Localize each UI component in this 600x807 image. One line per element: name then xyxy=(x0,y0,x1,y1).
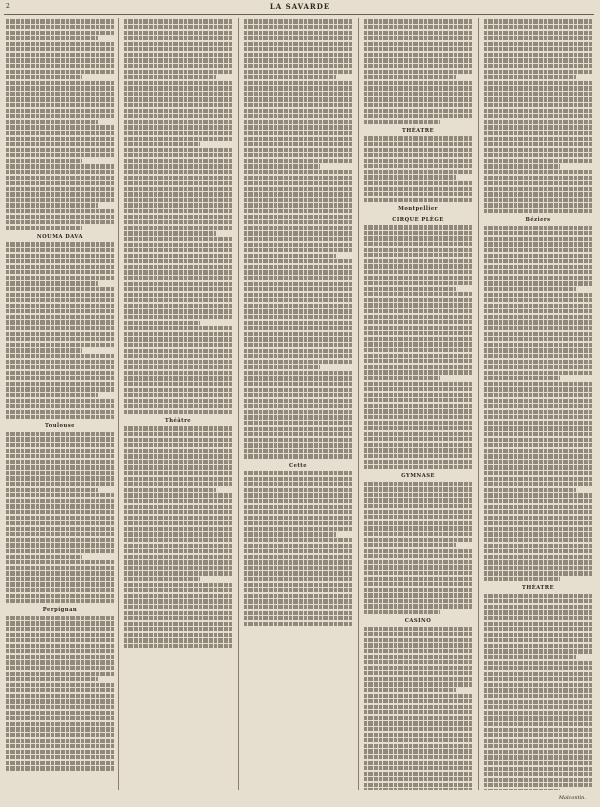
section-heading: Montpellier xyxy=(398,205,438,212)
article-block xyxy=(484,594,592,790)
section-heading: CASINO xyxy=(404,618,432,625)
page-number: 2 xyxy=(6,3,10,10)
section-heading: GYMNASE xyxy=(401,473,435,480)
article-block xyxy=(6,616,114,771)
column-divider xyxy=(358,18,359,790)
article-block xyxy=(124,426,232,648)
article-block xyxy=(6,242,114,419)
article-block xyxy=(364,225,472,469)
article-block xyxy=(244,19,352,458)
section-heading: Béziers xyxy=(525,217,551,224)
masthead-title: LA SAVARDE xyxy=(269,2,331,11)
article-block xyxy=(364,482,472,614)
article-block xyxy=(484,19,592,213)
column-divider xyxy=(118,18,119,790)
article-block xyxy=(364,627,472,790)
masthead-rule xyxy=(4,14,594,15)
section-heading: Théâtre xyxy=(164,418,192,425)
article-block xyxy=(6,432,114,604)
column-5 xyxy=(484,18,592,790)
section-heading: NOUMA DAVA xyxy=(36,233,84,240)
article-block xyxy=(124,19,232,414)
section-heading: Cette xyxy=(288,462,308,469)
column-divider xyxy=(478,18,479,790)
section-heading: THÉATRE xyxy=(401,127,435,134)
article-block xyxy=(6,19,114,230)
section-heading: THÉATRE xyxy=(521,585,555,592)
section-heading: Toulouse xyxy=(45,423,75,430)
column-divider xyxy=(238,18,239,790)
column-2 xyxy=(124,18,232,790)
article-block xyxy=(484,226,592,582)
article-block xyxy=(364,19,472,124)
section-heading: Perpignan xyxy=(42,607,78,614)
column-3 xyxy=(244,18,352,790)
column-1 xyxy=(6,18,114,790)
section-subheading: CIRQUE PLÈGE xyxy=(392,216,444,223)
column-4 xyxy=(364,18,472,790)
signature: Malcontin. xyxy=(558,795,586,801)
article-block xyxy=(244,471,352,626)
article-block xyxy=(364,136,472,202)
